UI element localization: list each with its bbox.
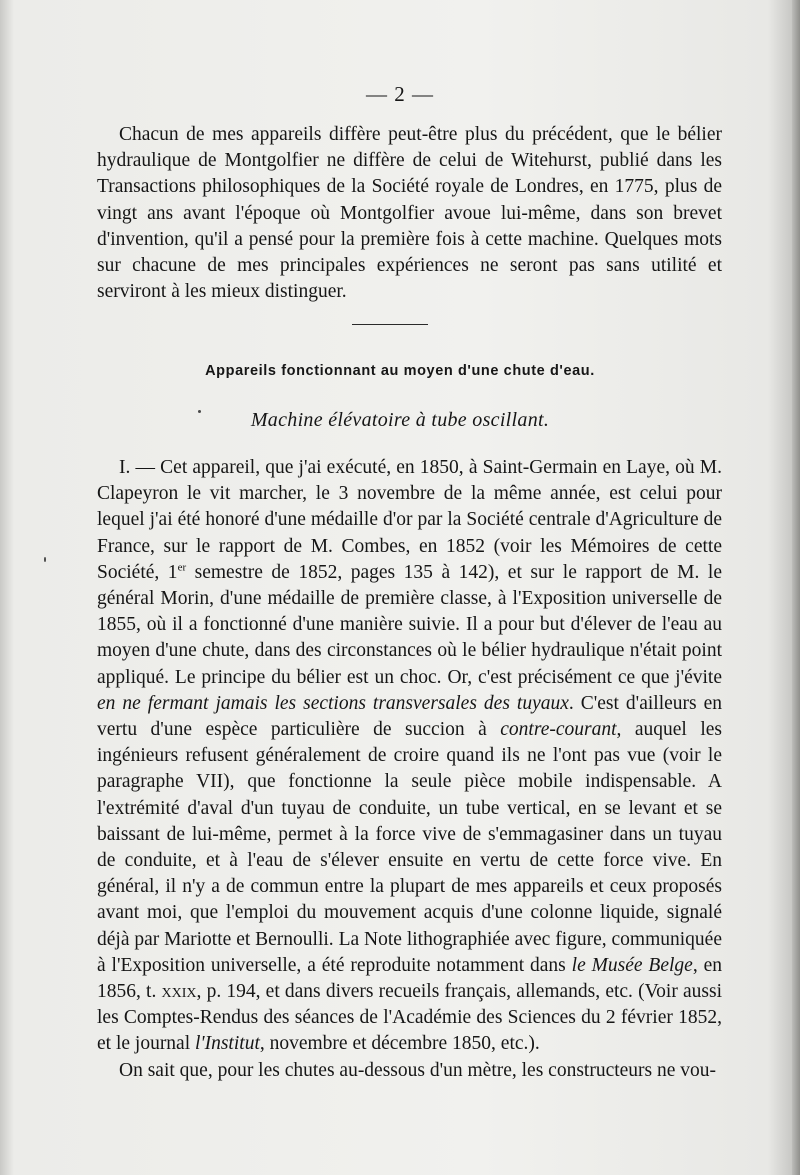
- page-edge-shadow: [792, 0, 800, 1175]
- ink-speck: [198, 410, 201, 413]
- ordinal-superscript: er: [177, 561, 187, 574]
- volume-numeral: xxix: [161, 981, 197, 1003]
- paragraph-one-text-6: , p. 194, et dans divers recueils français, allemands, etc. (Voir aussi les Comptes-Rendus des séances de l'Académie des Sciences du 2 février 1852, et le journal: [97, 981, 722, 1055]
- paragraph-one-text-2: semestre de 1852, pages 135 à 142), et sur le rapport de M. le général Morin, d'une médaille de première classe, à l'Exposition universelle de 1855, où il a fonctionné d'une manière suivie. Il a pour but d'élever de l'eau au moyen d'une chute, dans des circonstances où le bélier hydraulique n'était point appliqué. Le principe du bélier est un choc. Or, c'est précisément ce que j'évite: [97, 561, 722, 688]
- paragraph-one-text-4: , auquel les ingénieurs refusent généralement de croire quand ils ne l'ont pas vue (voir le paragraphe VII), que fonctionne la seule pièce mobile indispensable. A l'extrémité d'aval d'un tuyau de conduite, un tube vertical, en se levant et se baissant de lui-même, permet à la force vive de s'emmagasiner dans un tuyau de conduite, et à l'eau de s'élever ensuite en vertu de cette force vive. En général, il n'y a de commun entre la plupart de mes appareils et ceux proposés avant moi, que l'emploi du mouvement acquis d'une colonne liquide, signalé déjà par Mariotte et Bernoulli. La Note lithographiée avec figure, communiquée à l'Exposition universelle, a été reproduite notamment dans: [97, 719, 723, 976]
- paragraph-one-text-3: . C'est d'ailleurs en vertu d'une espèce particulière de succion à: [97, 692, 722, 741]
- intro-paragraph-block: [97, 122, 722, 305]
- paragraph-one-text-5: , en 1856, t.: [97, 954, 723, 1003]
- paragraph-one: [97, 455, 722, 1058]
- intro-paragraph: Chacun de mes appareils diffère peut-être plus du précédent, que le bélier hydraulique de Montgolfier ne diffère de celui de Witehurst, publié dans les Transactions philosophiques de la Société royale de Londres, en 1775, plus de vingt ans avant l'époque où Montgolfier avoue lui-même, dans son brevet d'invention, qu'il a pensé pour la première fois à cette machine. Quelques mots sur chacune de mes principales expériences ne seront pas sans utilité et serviront à les mieux distinguer.: [97, 124, 722, 303]
- italic-journal-musee-belge: le Musée Belge: [571, 954, 693, 976]
- italic-phrase-sections: en ne fermant jamais les sections transversales des tuyaux: [97, 692, 569, 714]
- page-number: — 2 —: [366, 82, 434, 106]
- paragraph-one-text-1: I. — Cet appareil, que j'ai exécuté, en 1850, à Saint-Germain en Laye, où M. Clapeyron le vit marcher, le 3 novembre de la même année, est celui pour lequel j'ai été honoré d'une médaille d'or par la Société centrale d'Agriculture de France, sur le rapport de M. Combes, en 1852 (voir les Mémoires de cette Société, 1: [97, 457, 722, 583]
- section-divider: [352, 324, 428, 325]
- paragraph-two: On sait que, pour les chutes au-dessous d'un mètre, les constructeurs ne vou-: [119, 1059, 717, 1081]
- body-text-block: [97, 455, 722, 1084]
- paragraph-one-text-7: , novembre et décembre 1850, etc.).: [259, 1033, 540, 1055]
- ink-speck: [44, 557, 46, 562]
- italic-journal-institut: l'Institut: [195, 1033, 260, 1055]
- machine-title: Machine élévatoire à tube oscillant.: [250, 409, 550, 431]
- section-heading: Appareils fonctionnant au moyen d'une chute d'eau.: [205, 363, 595, 379]
- italic-phrase-contre-courant: contre-courant: [500, 719, 617, 741]
